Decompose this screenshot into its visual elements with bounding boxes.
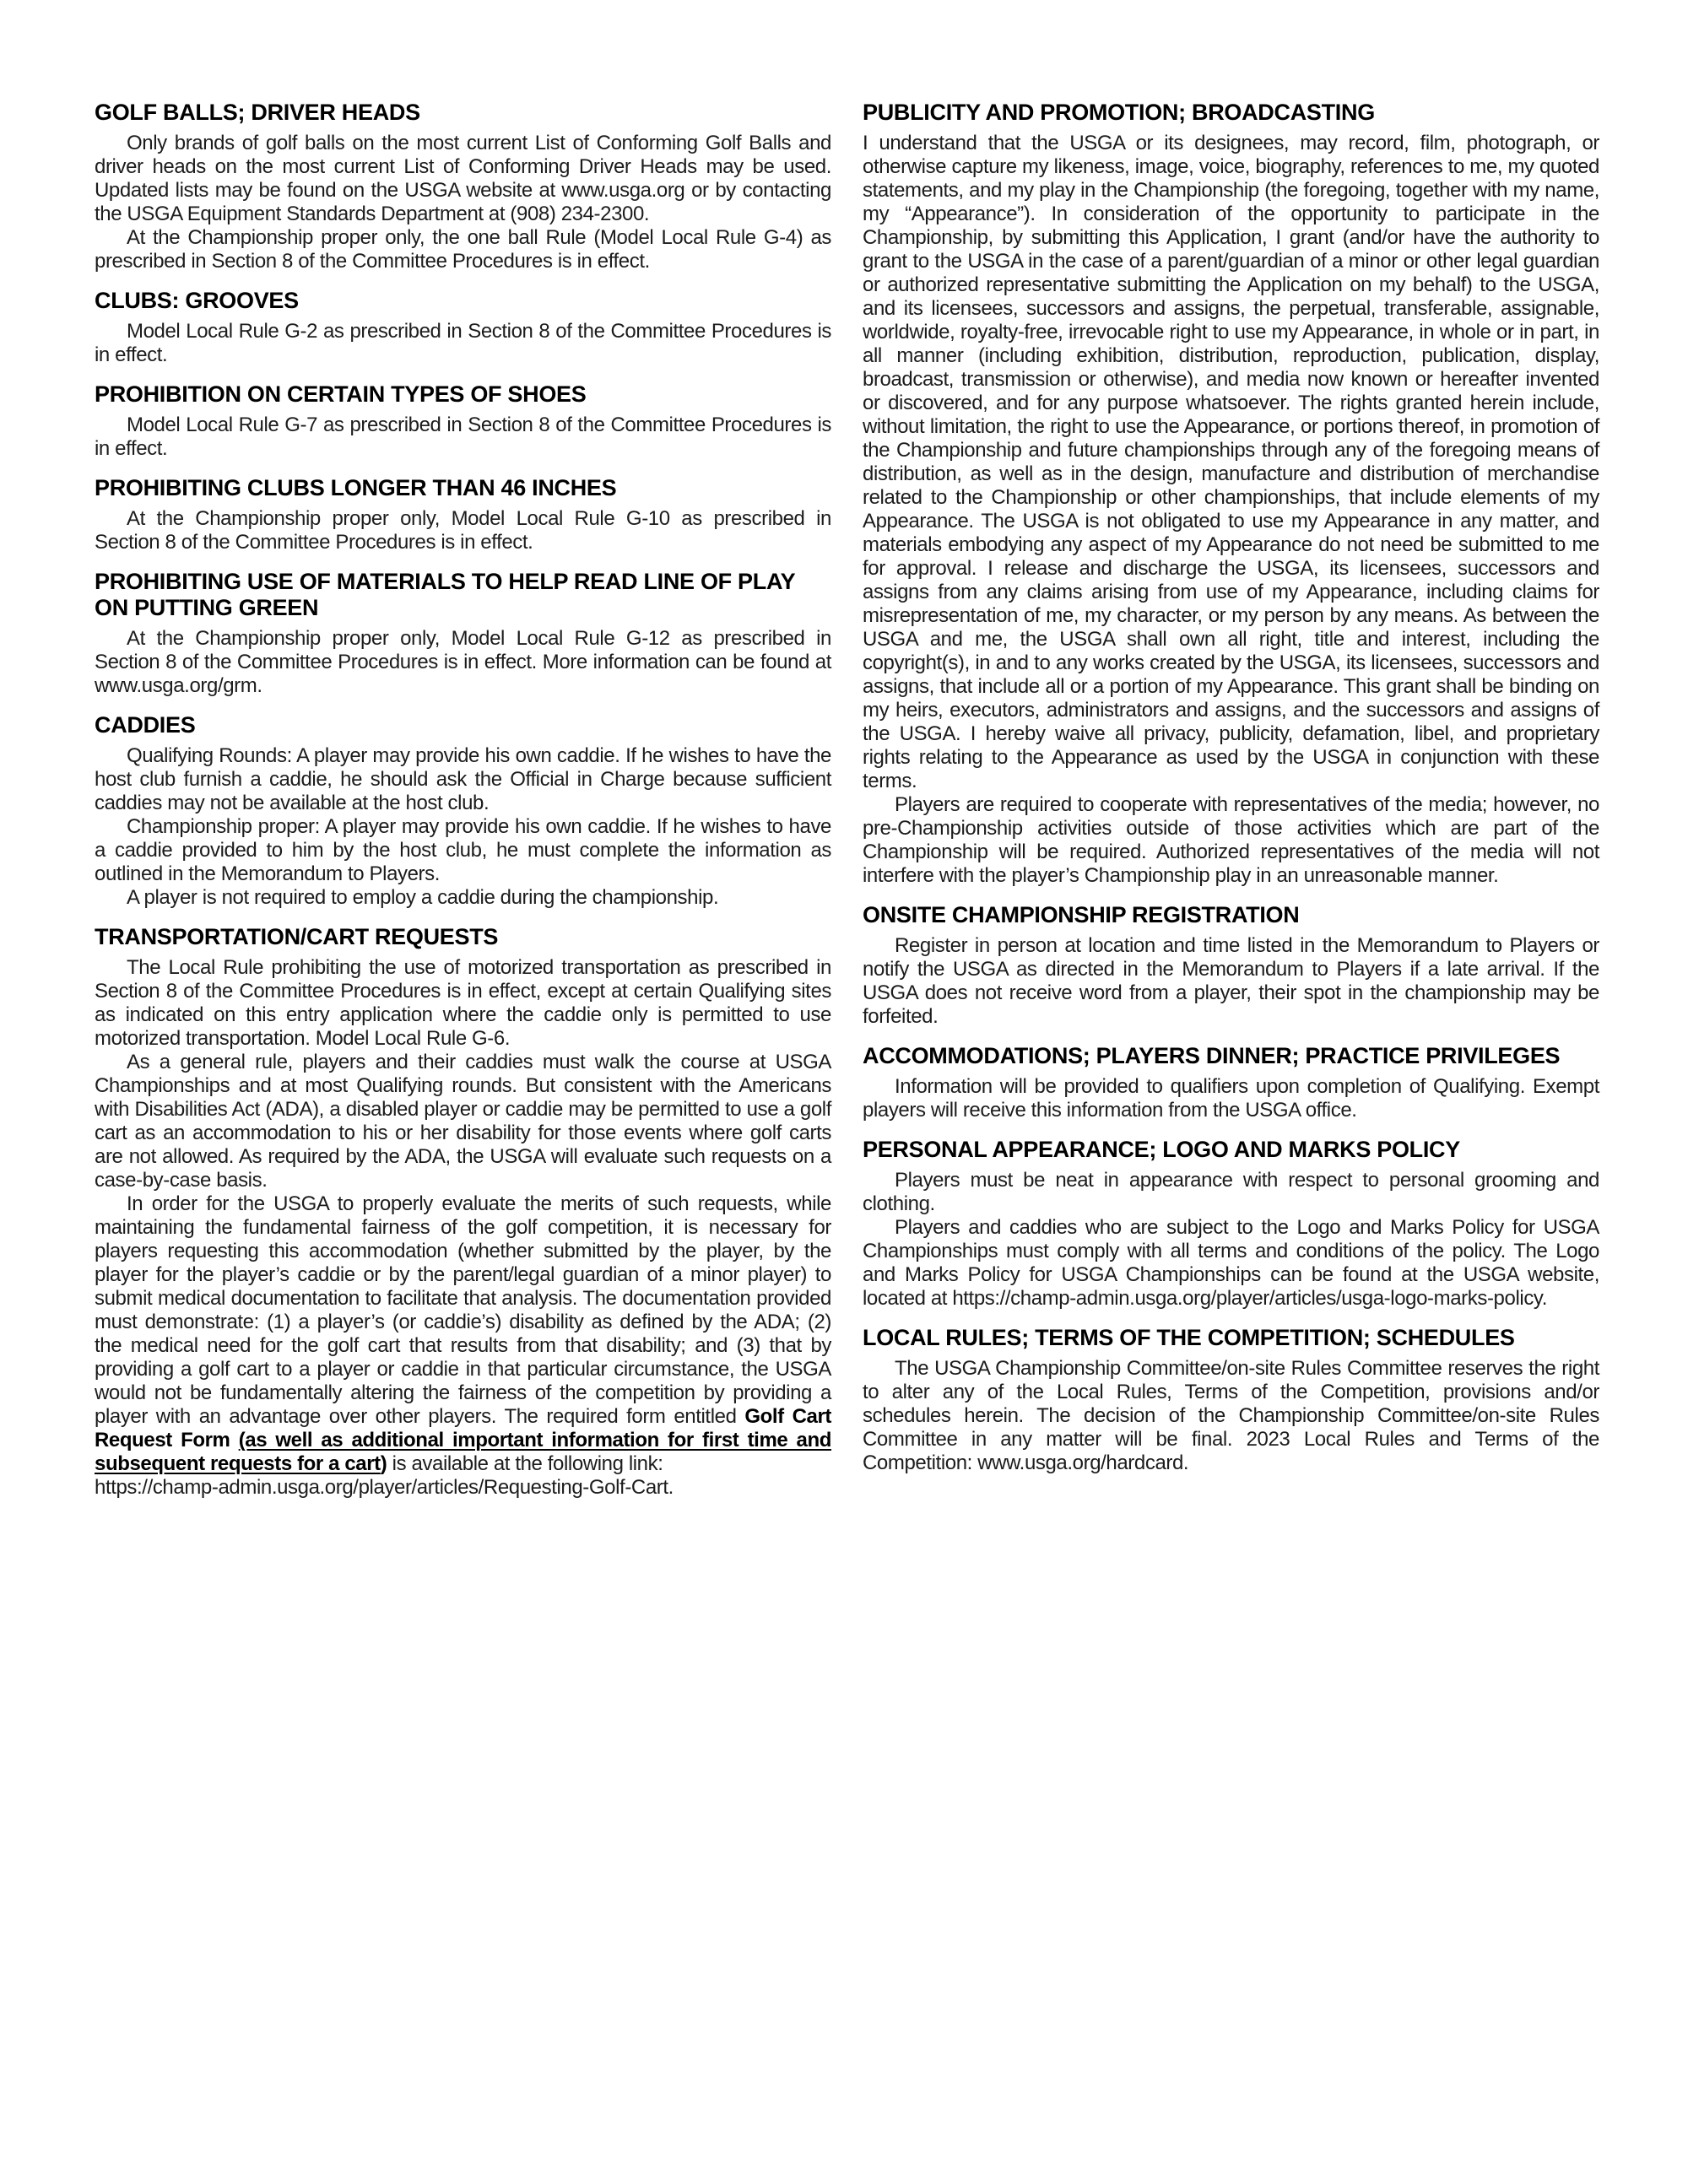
section-heading: ACCOMMODATIONS; PLAYERS DINNER; PRACTICE PRIVILEGES — [863, 1043, 1561, 1068]
paragraph — [95, 886, 831, 910]
text-run: Players are required to cooperate with representatives of the media; however, no pre-Championship activities outside of those activities which are part of the Championship will be required. Authorized representatives of the media will not interfere with the player’s Championship play in an unreasonable manner. — [863, 793, 1599, 887]
section — [863, 1043, 1599, 1122]
text-run: Players must be neat in appearance with respect to personal grooming and clothing. — [863, 1169, 1599, 1215]
section — [95, 569, 831, 698]
text-run: At the Championship proper only, Model Local Rule G-12 as prescribed in Section 8 of the Committee Procedures is in effect. More information can be found at www.usga.org/grm. — [95, 627, 831, 697]
text-run: Model Local Rule G-7 as prescribed in Section 8 of the Committee Procedures is in effect. — [95, 414, 831, 460]
left-column — [95, 96, 831, 1500]
right-column — [863, 96, 1599, 1500]
paragraph — [95, 320, 831, 367]
paragraph — [863, 132, 1599, 793]
section-heading: PROHIBITING USE OF MATERIALS TO HELP READ LINE OF PLAY ON PUTTING GREEN — [95, 569, 795, 620]
paragraph — [863, 934, 1599, 1029]
section-heading: PERSONAL APPEARANCE; LOGO AND MARKS POLICY — [863, 1137, 1460, 1162]
section — [95, 288, 831, 367]
paragraph — [863, 1357, 1599, 1475]
section-heading: PROHIBITING CLUBS LONGER THAN 46 INCHES — [95, 475, 617, 500]
paragraph — [95, 507, 831, 554]
paragraph — [95, 627, 831, 698]
text-run: In order for the USGA to properly evaluate the merits of such requests, while maintaining the fundamental fairness of the golf competition, it is necessary for players requesting this accommodation (whether submitted by the player, by the player for the player’s caddie or by the parent/legal guardian of a minor player) to submit medical documentation to facilitate that analysis. The documentation provided must demonstrate: (1) a player’s (or caddie’s) disability as defined by the ADA; (2) the medical need for the golf cart that results from that disability; and (3) that by providing a golf cart to a player or caddie in that particular circumstance, the USGA would not be fundamentally altering the fairness of the competition by providing a player with an advantage over other players. The required form entitled — [95, 1192, 831, 1428]
text-run: Register in person at location and time listed in the Memorandum to Players or notify the USGA as directed in the Memorandum to Players if a late arrival. If the USGA does not receive word from a player, their spot in the championship may be forfeited. — [863, 934, 1599, 1028]
paragraph — [95, 414, 831, 461]
section-heading: CLUBS: GROOVES — [95, 288, 299, 313]
section — [863, 100, 1599, 888]
text-run: Championship proper: A player may provide his own caddie. If he wishes to have a caddie provided to him by the host club, he must complete the information as outlined in the Memorandum to Players. — [95, 815, 831, 885]
text-run: Qualifying Rounds: A player may provide his own caddie. If he wishes to have the host club furnish a caddie, he should ask the Official in Charge because sufficient caddies may not be available at the host club. — [95, 744, 831, 814]
section-heading: CADDIES — [95, 712, 196, 738]
text-run: I understand that the USGA or its designees, may record, film, photograph, or otherwise capture my likeness, image, voice, biography, references to me, my quoted statements, and my play in the Championship (the foregoing, together with my name, my “Appearance”). In consideration of the opportunity to participate in the Championship, by submitting this Application, I grant (and/or have the authority to grant to the USGA in the case of a parent/guardian of a minor or other legal guardian or authorized representative submitting the Application on my behalf) to the USGA, and its licensees, successors and assigns, the perpetual, transferable, assignable, worldwide, royalty-free, irrevocable right to use my Appearance, in whole or in part, in all manner (including exhibition, distribution, reproduction, publication, display, broadcast, transmission or otherwise), and media now known or hereafter invented or discovered, and for any purpose whatsoever. The rights granted herein include, without limitation, the right to use the Appearance, or portions thereof, in promotion of the Championship and future championships through any of the foregoing means of distribution, as well as in the design, manufacture and distribution of merchandise related to the Championship or other championships, that include elements of my Appearance. The USGA is not obligated to use my Appearance in any matter, and materials embodying any aspect of my Appearance do not need be submitted to me for approval. I release and discharge the USGA, its licensees, successors and assigns from any claims arising from use of my Appearance, including claims for misrepresentation of me, my character, or my person by any means. As between the USGA and me, the USGA shall own all right, title and interest, including the copyright(s), in and to any works created by the USGA, its licensees, successors and assigns, that include all or a portion of my Appearance. This grant shall be binding on my heirs, executors, administrators and assigns, and the successors and assigns of the USGA. I hereby waive all privacy, publicity, defamation, libel, and proprietary rights relating to the Appearance as used by the USGA in conjunction with these terms. — [863, 132, 1599, 792]
section-heading: PROHIBITION ON CERTAIN TYPES OF SHOES — [95, 381, 587, 407]
paragraph — [95, 744, 831, 815]
text-run: At the Championship proper only, the one ball Rule (Model Local Rule G-4) as prescribed in Section 8 of the Committee Procedures is in effect. — [95, 226, 831, 273]
paragraph — [95, 1476, 831, 1500]
text-run: Golf Cart Request Form — [95, 1405, 831, 1451]
section — [95, 475, 831, 554]
text-run: The USGA Championship Committee/on-site Rules Committee reserves the right to alter any of the Local Rules, Terms of the Competition, provisions and/or schedules herein. The decision of the Championship Committee/on-site Rules Committee in any matter will be final. 2023 Local Rules and Terms of the Competition: www.usga.org/hardcard. — [863, 1357, 1599, 1474]
text-run: At the Championship proper only, Model Local Rule G-10 as prescribed in Section 8 of the Committee Procedures is in effect. — [95, 507, 831, 554]
paragraph — [95, 815, 831, 886]
section — [863, 1137, 1599, 1311]
text-run: ) — [380, 1452, 387, 1475]
section — [95, 712, 831, 910]
text-run: Model Local Rule G-2 as prescribed in Section 8 of the Committee Procedures is in effect. — [95, 320, 831, 366]
section-heading: TRANSPORTATION/CART REQUESTS — [95, 924, 499, 949]
paragraph — [863, 793, 1599, 888]
text-run: A player is not required to employ a caddie during the championship. — [127, 886, 719, 909]
text-run: As a general rule, players and their caddies must walk the course at USGA Championships and at most Qualifying rounds. But consistent with the Americans with Disabilities Act (ADA), a disabled player or caddie may be permitted to use a golf cart as an accommodation to his or her disability for those events where golf carts are not allowed. As required by the ADA, the USGA will evaluate such requests on a case-by-case basis. — [95, 1051, 831, 1192]
paragraph — [863, 1075, 1599, 1122]
paragraph — [95, 1051, 831, 1192]
section — [863, 1325, 1599, 1475]
section-heading: GOLF BALLS; DRIVER HEADS — [95, 100, 420, 125]
text-run: The Local Rule prohibiting the use of motorized transportation as prescribed in Section 8 of the Committee Procedures is in effect, except at certain Qualifying sites as indicated on this entry application where the caddie only is permitted to use motorized transportation. Model Local Rule G-6. — [95, 956, 831, 1050]
paragraph — [95, 956, 831, 1051]
paragraph — [95, 226, 831, 273]
section — [95, 381, 831, 461]
text-run: (as well as additional important information for first time and subsequent requests for a cart — [95, 1429, 832, 1475]
text-run: https://champ-admin.usga.org/player/articles/Requesting-Golf-Cart. — [95, 1476, 674, 1499]
paragraph — [863, 1216, 1599, 1311]
paragraph — [95, 1192, 831, 1476]
paragraph — [95, 132, 831, 226]
text-run: Information will be provided to qualifiers upon completion of Qualifying. Exempt players will receive this information from the USGA office. — [863, 1075, 1599, 1122]
paragraph — [863, 1169, 1599, 1216]
section — [95, 100, 831, 273]
section — [863, 902, 1599, 1029]
text-run: Players and caddies who are subject to the Logo and Marks Policy for USGA Championships must comply with all terms and conditions of the policy. The Logo and Marks Policy for USGA Championships can be found at the USGA website, located at https://champ-admin.usga.org/player/articles/usga-logo-marks-policy. — [863, 1216, 1599, 1310]
text-run: Only brands of golf balls on the most current List of Conforming Golf Balls and driver heads on the most current List of Conforming Driver Heads may be used. Updated lists may be found on the USGA website at www.usga.org or by contacting the USGA Equipment Standards Department at (908) 234-2300. — [95, 132, 831, 225]
section-heading: LOCAL RULES; TERMS OF THE COMPETITION; SCHEDULES — [863, 1325, 1515, 1350]
section-heading: ONSITE CHAMPIONSHIP REGISTRATION — [863, 902, 1300, 927]
text-run: is available at the following link: — [387, 1452, 663, 1475]
section — [95, 924, 831, 1500]
section-heading: PUBLICITY AND PROMOTION; BROADCASTING — [863, 100, 1375, 125]
